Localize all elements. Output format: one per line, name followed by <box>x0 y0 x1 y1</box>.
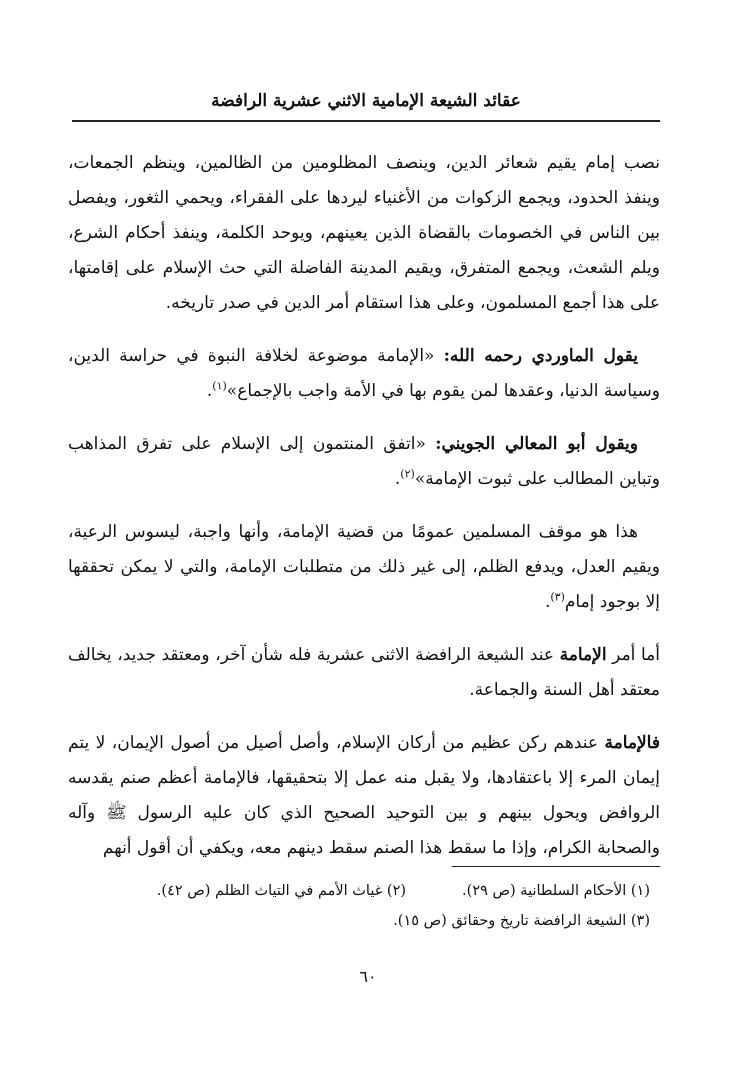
quote-author-juwayni: ويقول أبو المعالي الجويني: <box>435 434 639 454</box>
keyword-imamate: فالإمامة <box>604 733 660 753</box>
header-divider <box>72 120 660 122</box>
footnote-3: (٣) الشيعة الرافضة تاريخ وحقائق (ص ١٥). <box>393 913 650 929</box>
paragraph-5 <box>68 638 660 708</box>
footnote-ref-3[interactable]: (٣) <box>550 590 565 604</box>
footnote-2: (٢) غياث الأمم في التياث الظلم (ص ٤٢). <box>156 883 407 899</box>
quote-text-juwayni: «اتفق المنتمون إلى الإسلام على تفرق المذاهب وتباين المطالب على ثبوت الإمامة» <box>68 434 660 489</box>
page-number: ٦٠ <box>359 967 377 986</box>
paragraph-5-pre: أما أمر <box>606 645 661 665</box>
quote-text-mawardi: «الإمامة موضوعة لخلافة النبوة في حراسة الدين، وسياسة الدنيا، وعقدها لمن يقوم بها في الأمة واجب بالإجماع» <box>68 346 660 401</box>
paragraph-4-text: هذا هو موقف المسلمين عمومًا من قضية الإمامة، وأنها واجبة، ليسوس الرعية، ويقيم العدل، ويدفع الظلم، إلى غير ذلك من متطلبات الإمامة، والتي لا يمكن تحققها إلا بوجود إمام <box>68 522 660 612</box>
paragraph-5-post: عند الشيعة الرافضة الاثنى عشرية فله شأن آخر، ومعتقد جديد، يخالف معتقد أهل السنة والجماعة. <box>68 645 660 700</box>
quote-author-mawardi: يقول الماوردي رحمه الله: <box>443 346 638 366</box>
footnote-ref-1[interactable]: (١) <box>212 379 227 393</box>
paragraph-6 <box>68 726 660 866</box>
footnote-row <box>80 876 650 906</box>
paragraph-3 <box>68 427 660 497</box>
keyword-imamate: الإمامة <box>559 645 607 665</box>
sentence-end: . <box>544 592 551 612</box>
sentence-end: . <box>394 469 401 489</box>
main-text <box>68 146 660 866</box>
paragraph-6-post: عندهم ركن عظيم من أركان الإسلام، وأصل أصيل من أصول الإيمان، لا يتم إيمان المرء إلا باعتقادها، ولا يقبل منه عمل إلا بتحقيقها، فالإمامة أعظم صنم يقدسه الروافض ويحول بينهم و بين التوحيد الصحيح الذي كان عليه الرسول ﷺ وآله والصحابة الكرام، وإذا ما سقط هذا الصنم سقط دينهم معه، ويكفي أن أقول أنهم <box>68 733 661 858</box>
footnote-row <box>80 906 650 936</box>
footnote-divider <box>452 866 660 867</box>
footnotes <box>80 876 650 936</box>
paragraph-1: نصب إمام يقيم شعائر الدين، وينصف المظلومين من الظالمين، وينظم الجمعات، وينفذ الحدود، ويجمع الزكوات من الأغنياء ليردها على الفقراء، ويحمي الثغور، ويفصل بين الناس في الخصومات بالقضاة الذين يعينهم، ويوحد الكلمة، وينفذ أحكام الشرع، ويلم الشعث، ويجمع المتفرق، ويقيم المدينة الفاضلة التي حث الإسلام على إقامتها، على هذا أجمع المسلمون، وعلى هذا استقام أمر الدين في صدر تاريخه. <box>68 153 660 313</box>
footnote-1: (١) الأحكام السلطانية (ص ٢٩). <box>462 883 650 899</box>
paragraph-4 <box>68 515 660 620</box>
paragraph-2 <box>68 339 660 409</box>
running-header: عقائد الشيعة الإمامية الاثني عشرية الرافضة <box>211 91 521 111</box>
footnote-ref-2[interactable]: (٢) <box>400 467 415 481</box>
sentence-end: . <box>206 381 213 401</box>
